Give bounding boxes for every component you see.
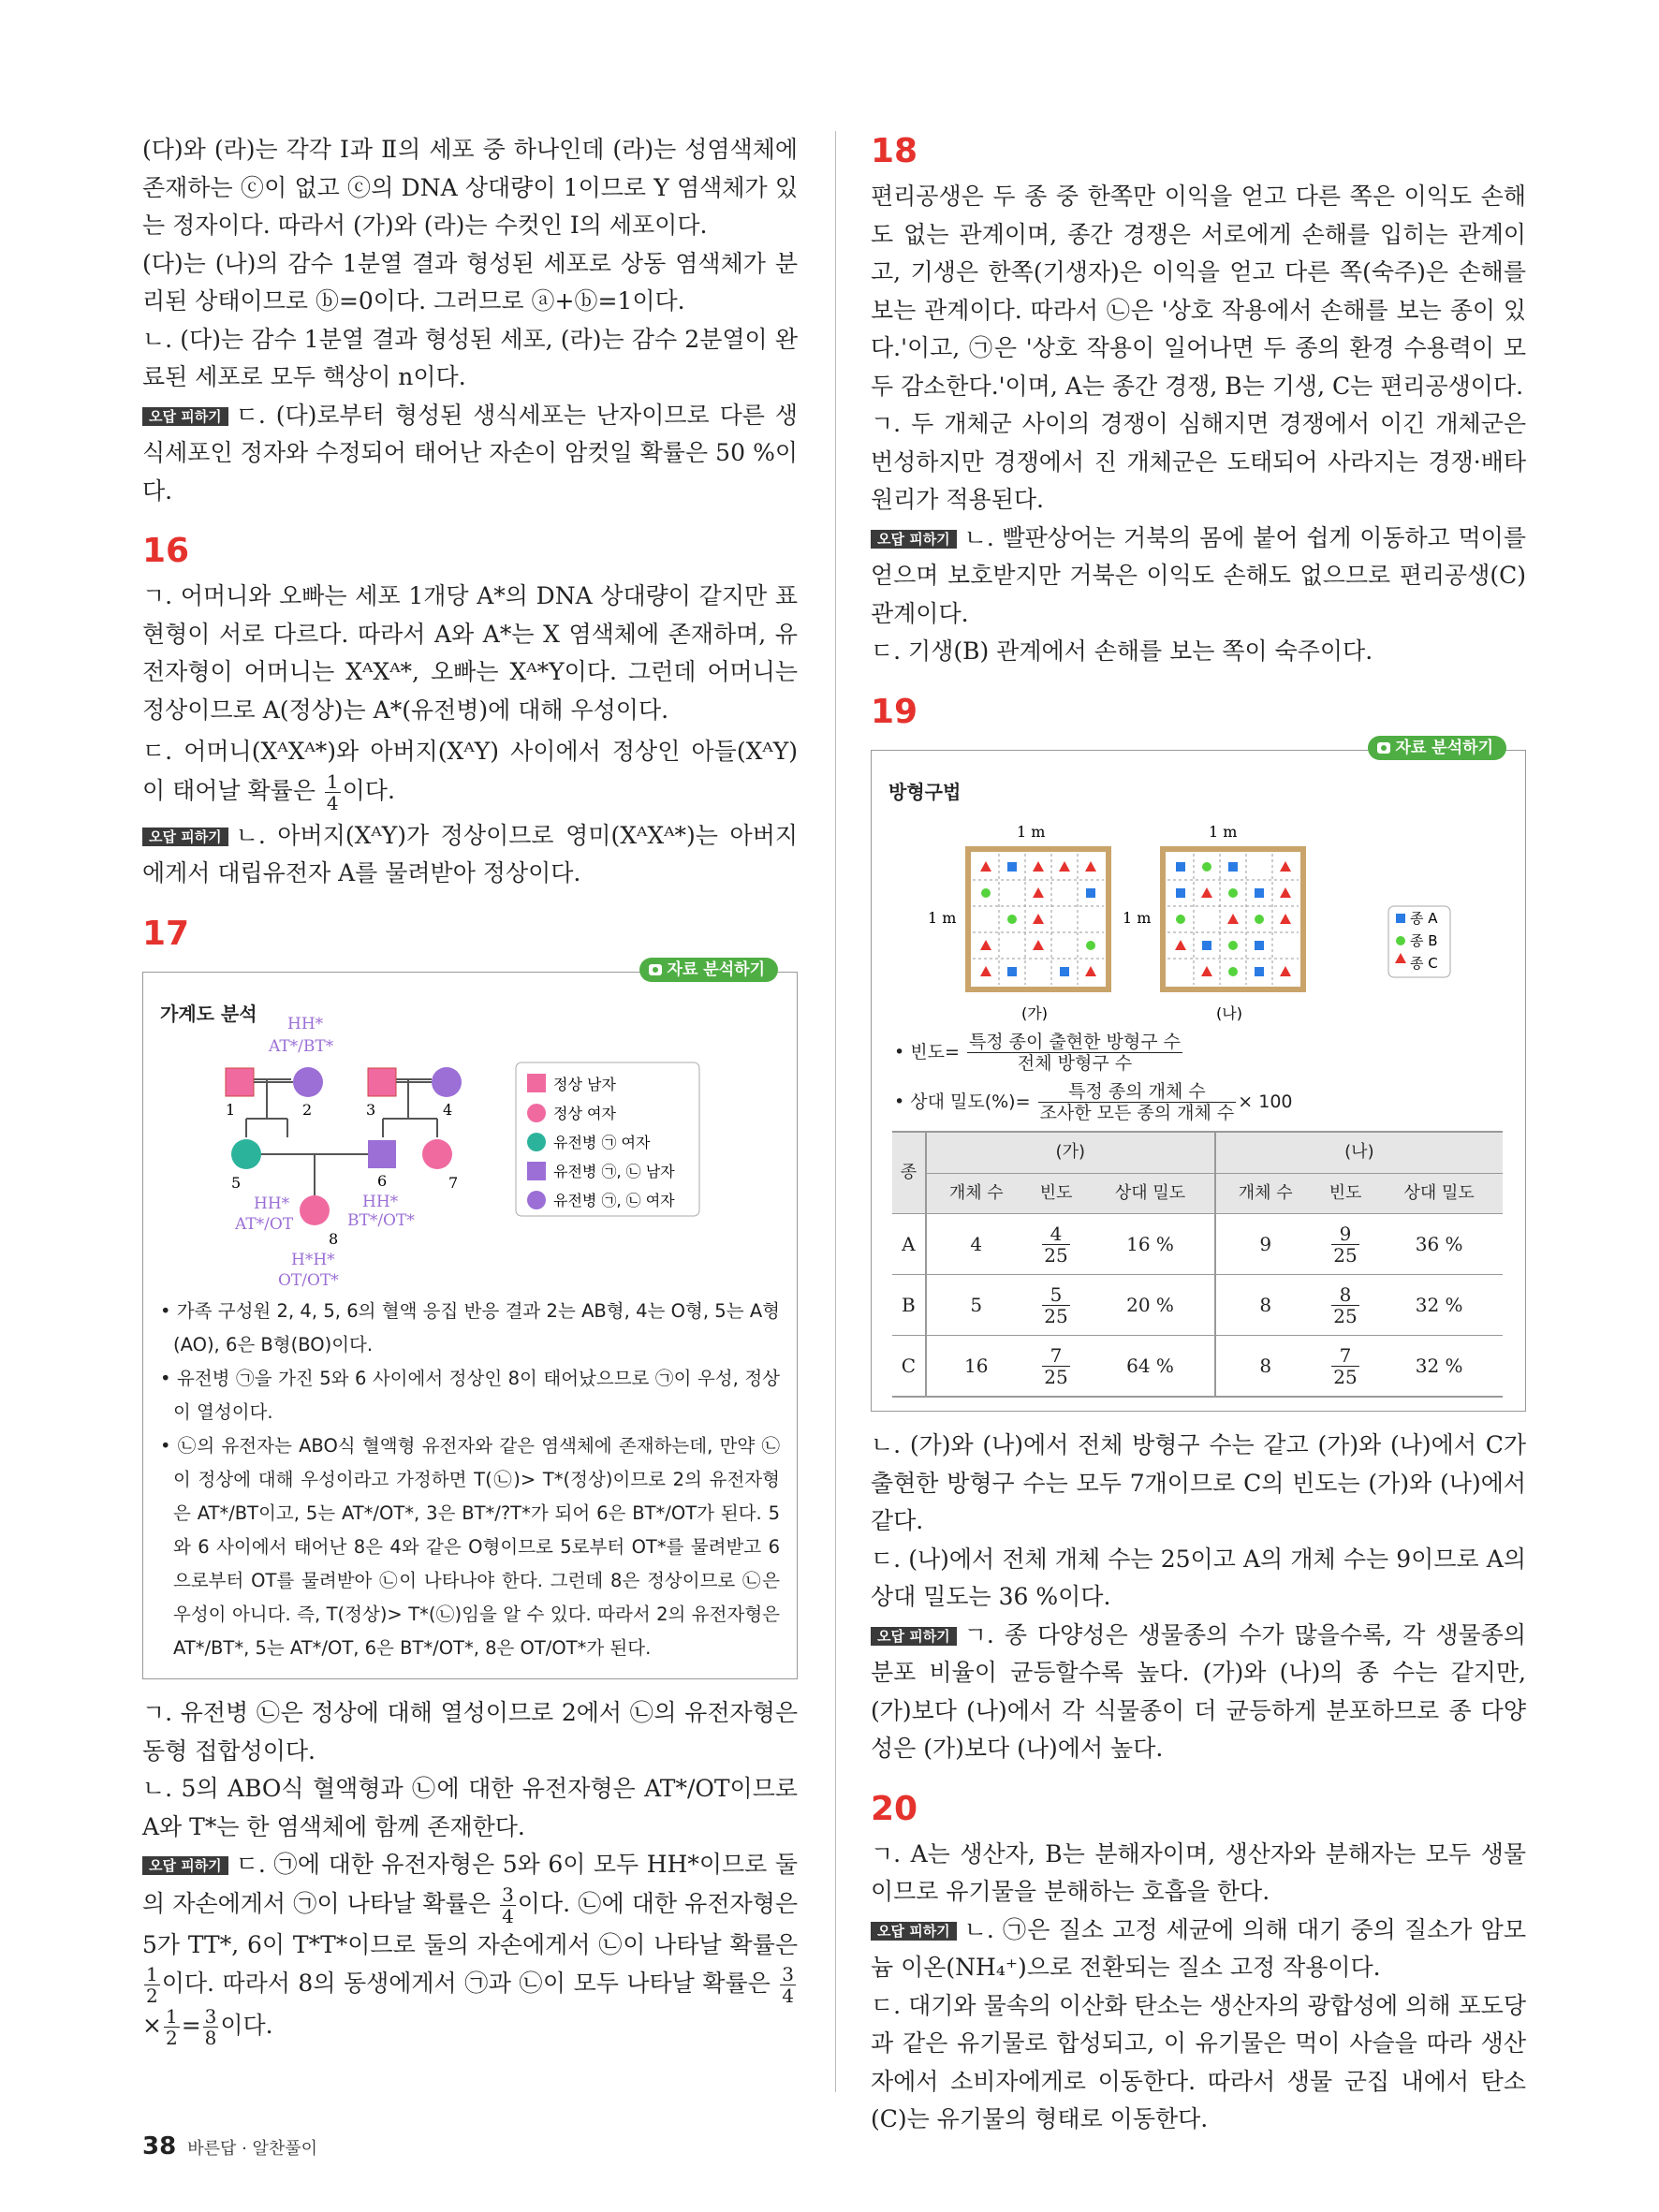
species-b-icon <box>1396 936 1405 945</box>
species-a-mark <box>1060 967 1069 976</box>
table-header: 종 <box>892 1132 926 1214</box>
species-c-mark <box>1280 966 1291 976</box>
paragraph: ㄴ. (가)와 (나)에서 전체 방형구 수는 같고 (가)와 (나)에서 C가 출현한 방형구 수는 모두 7개이므로 C의 빈도는 (가)와 (나)에서 같다. <box>871 1431 1526 1534</box>
legend-label: 유전병 ㉠ 여자 <box>553 1134 651 1151</box>
paragraph: ㄷ. 어머니(XᴬXᴬ*)와 아버지(XᴬY) 사이에서 정상인 아들(XᴬY)이 태어날 확률은 $\frac{1}{4}$ 이다. <box>142 738 798 814</box>
species-c-mark <box>980 861 991 872</box>
species-c-mark <box>1033 887 1044 898</box>
legend-normal-male-icon <box>527 1074 546 1092</box>
fraction: $\frac{3}{4}$ <box>782 1963 794 2007</box>
pedigree-chart <box>160 1014 778 1295</box>
wrong-answer-tag: 오답 피하기 <box>871 1627 957 1646</box>
paragraph: ㄱ. A는 생산자, B는 분해자이며, 생산자와 분해자는 모두 생물이므로 유기물을 분해하는 호흡을 한다. <box>871 1839 1526 1905</box>
species-b-mark <box>1228 967 1238 976</box>
fraction: $\frac{3}{8}$ <box>204 2005 217 2049</box>
species-a-mark <box>1176 888 1185 898</box>
species-a-mark <box>1007 967 1017 976</box>
box-title: 가계도 분석 <box>160 1002 257 1025</box>
species-a-mark <box>1228 862 1238 872</box>
species-legend-label: 종 C <box>1410 955 1438 972</box>
density-formula: • 상대 밀도(%)= $\frac{\text{특정 종의 개체 수}}{\text{조사한 모든 종의 개체 수}}$ × 100 <box>894 1081 1293 1123</box>
box-note: • 가족 구성원 2, 4, 5, 6의 혈액 응집 반응 결과 2는 AB형, 4는 O형, 5는 A형(AO), 6은 B형(BO)이다. <box>160 1295 780 1362</box>
legend-affected12-male-icon <box>527 1162 546 1180</box>
data-analysis-badge: 자료 분석하기 <box>639 958 778 982</box>
question-number-16: 16 <box>142 532 190 570</box>
species-c-mark <box>1085 966 1096 976</box>
quadrat-grid-ga <box>968 849 1108 989</box>
species-c-mark <box>1280 914 1291 924</box>
person-number: 1 <box>226 1101 236 1119</box>
species-c-mark <box>980 966 991 976</box>
paragraph: (다)와 (라)는 각각 Ⅰ과 Ⅱ의 세포 중 하나인데 (라)는 성염색체에 존재하는 ⓒ이 없고 ⓒ의 DNA 상대량이 1이므로 Y 염색체가 있는 정자이다. 따라서 (가)와 (라)는 수컷인 Ⅰ의 세포이다. <box>142 136 798 239</box>
fraction: $\frac{3}{4}$ <box>502 1882 514 1927</box>
table-row: C 16 $\frac{7}{25}$ 64 % 8 $\frac{7}{25}$ 32 % <box>892 1336 1503 1398</box>
table-header: 빈도 <box>1026 1173 1087 1214</box>
species-c-mark <box>1201 887 1212 898</box>
paragraph: 오답 피하기 ㄴ. ㉠은 질소 고정 세균에 의해 대기 중의 질소가 암모늄 이온(NH₄⁺)으로 전환되는 질소 고정 작용이다. <box>871 1915 1526 1981</box>
paragraph: ㄷ. 대기와 물속의 이산화 탄소는 생산자의 광합성에 의해 포도당과 같은 유기물로 합성되고, 이 유기물은 먹이 사슬을 따라 생산자에서 소비자에게로 이동한다. 따라서 생물 군집 내에서 탄소(C)는 유기물의 형태로 이동한다. <box>871 1991 1526 2132</box>
paragraph: 오답 피하기 ㄴ. 아버지(XᴬY)가 정상이므로 영미(XᴬXᴬ*)는 아버지에게서 대립유전자 A를 물려받아 정상이다. <box>142 821 798 886</box>
dimension-label: 1 m <box>928 909 957 927</box>
species-b-mark <box>1202 862 1211 872</box>
fraction: $\frac{1}{2}$ <box>165 2005 178 2049</box>
camera-icon <box>649 964 662 975</box>
species-b-mark <box>1255 915 1264 924</box>
dimension-label: 1 m <box>1209 823 1238 841</box>
species-b-mark <box>1086 941 1095 950</box>
species-a-mark <box>1086 888 1095 898</box>
species-a-mark <box>1202 941 1211 950</box>
species-a-mark <box>1255 888 1264 898</box>
person-number: 3 <box>366 1101 376 1119</box>
paragraph: ㄱ. 유전병 ㉡은 정상에 대해 열성이므로 2에서 ㉡의 유전자형은 동형 접합성이다. <box>142 1699 798 1765</box>
quadrat-data-table <box>892 1131 1503 1398</box>
person-4-affected-female <box>432 1067 462 1097</box>
wrong-answer-tag: 오답 피하기 <box>142 407 228 426</box>
species-c-mark <box>1085 861 1096 872</box>
species-a-mark <box>1255 967 1264 976</box>
species-c-mark <box>1280 887 1291 898</box>
paragraph: ㄴ. (다)는 감수 1분열 결과 형성된 세포, (라)는 감수 2분열이 완료된 세포로 모두 핵상이 n이다. <box>142 325 798 390</box>
paragraph: (다)는 (나)의 감수 1분열 결과 형성된 세포로 상동 염색체가 분리된 상태이므로 ⓑ=0이다. 그러므로 ⓐ+ⓑ=1이다. <box>142 249 798 315</box>
legend-label: 정상 여자 <box>553 1105 616 1122</box>
person-3-normal-male <box>368 1068 396 1096</box>
species-legend-label: 종 B <box>1410 932 1438 949</box>
person-number: 4 <box>443 1101 453 1119</box>
quadrat-label-na: (나) <box>1216 1004 1242 1022</box>
species-b-mark <box>1228 941 1238 950</box>
column-divider <box>835 131 836 2092</box>
person-number: 2 <box>302 1101 313 1119</box>
camera-icon <box>1377 742 1390 754</box>
person-6-affected-male <box>368 1140 396 1168</box>
page-footer <box>142 2132 317 2161</box>
analysis-box-pedigree <box>142 960 798 1680</box>
question-number-17: 17 <box>142 914 190 953</box>
species-a-mark <box>1176 862 1185 872</box>
table-row: A 4 $\frac{4}{25}$ 16 % 9 $\frac{9}{25}$ 36 % <box>892 1214 1503 1275</box>
right-column <box>871 131 1526 2139</box>
genotype-label: HH* <box>254 1194 290 1213</box>
table-header: 개체 수 <box>1215 1173 1315 1214</box>
person-number: 7 <box>448 1174 459 1192</box>
person-8-normal-female <box>300 1195 330 1225</box>
wrong-answer-tag: 오답 피하기 <box>871 1922 957 1941</box>
legend-label: 유전병 ㉠, ㉡ 여자 <box>553 1192 675 1209</box>
paragraph: 오답 피하기 ㄱ. 종 다양성은 생물종의 수가 많을수록, 각 생물종의 분포 비율이 균등할수록 높다. (가)와 (나)의 종 수는 같지만, (가)보다 (나)에서 각 식물종이 더 균등하게 분포하므로 종 다양성은 (가)보다 (나)에서 높다. <box>871 1620 1526 1762</box>
genotype-label: BT*/OT* <box>347 1211 415 1230</box>
paragraph: 오답 피하기 ㄷ. ㉠에 대한 유전자형은 5와 6이 모두 HH*이므로 둘의 자손에게서 ㉠이 나타날 확률은 $\frac{3}{4}$ 이다. ㉡에 대한 유전자형은 5가 TT*, 6이 T*T*이므로 둘의 자손에게서 ㉡이 나타날 확률은 $\frac{1}{2}$ 이다. 따라서 8의 동생에게서 ㉠과 ㉡이 모두 나타날 확률은 $\frac{3}{4}$ × $\frac{1}{2}$ = $\frac{3}{8}$ 이다. <box>142 1851 798 2049</box>
wrong-answer-tag: 오답 피하기 <box>142 828 228 846</box>
species-c-mark <box>1033 914 1044 924</box>
species-a-mark <box>1007 862 1017 872</box>
paragraph: ㄷ. 기생(B) 관계에서 손해를 보는 쪽이 숙주이다. <box>871 637 1373 665</box>
quadrat-diagram <box>872 811 1523 1026</box>
wrong-answer-tag: 오답 피하기 <box>871 530 957 549</box>
paragraph: ㄱ. 두 개체군 사이의 경쟁이 심해지면 경쟁에서 이긴 개체군은 번성하지만 경쟁에서 진 개체군은 도태되어 사라지는 경쟁·배타 원리가 적용된다. <box>871 410 1526 513</box>
person-2-affected-female <box>293 1067 323 1097</box>
table-header: 상대 밀도 <box>1375 1173 1503 1214</box>
person-7-normal-female <box>422 1139 452 1169</box>
genotype-label: HH* <box>362 1193 399 1211</box>
box-note: • 유전병 ㉠을 가진 5와 6 사이에서 정상인 8이 태어났으므로 ㉠이 우성, 정상이 열성이다. <box>160 1362 780 1429</box>
quadrat-grid-na <box>1163 849 1303 989</box>
page-number: 38 <box>142 2132 177 2161</box>
species-c-mark <box>1201 966 1212 976</box>
table-header: (나) <box>1215 1132 1503 1173</box>
species-c-mark <box>980 940 991 950</box>
question-number-20: 20 <box>871 1789 918 1828</box>
data-analysis-badge: 자료 분석하기 <box>1368 736 1506 760</box>
dimension-label: 1 m <box>1123 909 1152 927</box>
genotype-label: H*H* <box>291 1251 335 1269</box>
wrong-answer-tag: 오답 피하기 <box>142 1856 228 1875</box>
legend-affected12-female-icon <box>527 1191 546 1209</box>
paragraph: ㄴ. 5의 ABO식 혈액형과 ㉡에 대한 유전자형은 AT*/OT이므로 A와 T*는 한 염색체에 함께 존재한다. <box>142 1775 798 1840</box>
paragraph: 오답 피하기 ㄷ. (다)로부터 형성된 생식세포는 난자이므로 다른 생식세포인 정자와 수정되어 태어난 자손이 암컷일 확률은 50 %이다. <box>142 401 798 505</box>
genotype-label: OT/OT* <box>278 1271 339 1290</box>
species-legend-label: 종 A <box>1410 910 1438 927</box>
left-column <box>142 131 798 2048</box>
person-number: 5 <box>231 1174 242 1192</box>
table-row: B 5 $\frac{5}{25}$ 20 % 8 $\frac{8}{25}$ 32 % <box>892 1275 1503 1336</box>
table-header: 빈도 <box>1315 1173 1376 1214</box>
legend-label: 유전병 ㉠, ㉡ 남자 <box>553 1163 675 1180</box>
paragraph: ㄷ. (나)에서 전체 개체 수는 25이고 A의 개체 수는 9이므로 A의 상대 밀도는 36 %이다. <box>871 1545 1526 1610</box>
genotype-label: AT*/BT* <box>269 1037 334 1056</box>
box-note: • ㉡의 유전자는 ABO식 혈액형 유전자와 같은 염색체에 존재하는데, 만약 ㉡이 정상에 대해 우성이라고 가정하면 T(㉡)> T*(정상)이므로 2의 유전자형은 AT*/BT이고, 5는 AT*/OT*, 3은 BT*/?T*가 되어 6은 BT*/OT가 된다. 5와 6 사이에서 태어난 8은 4와 같은 O형이므로 5로부터 OT*를 물려받고 6으로부터 OT를 물려받아 ㉡이 나타나야 한다. 그런데 8은 정상이므로 ㉡은 우성이 아니다. 즉, T(정상)> T*(㉡)임을 알 수 있다. 따라서 2의 유전자형은 AT*/BT*, 5는 AT*/OT, 6은 BT*/OT*, 8은 OT/OT*가 된다. <box>160 1429 780 1665</box>
species-c-mark <box>1227 914 1239 924</box>
table-header: 개체 수 <box>926 1173 1026 1214</box>
table-header: (가) <box>926 1132 1215 1173</box>
question-number-19: 19 <box>871 692 918 731</box>
table-header: 상대 밀도 <box>1086 1173 1214 1214</box>
species-a-icon <box>1396 914 1405 923</box>
species-a-mark <box>1255 941 1264 950</box>
legend-label: 정상 남자 <box>553 1076 616 1093</box>
frequency-formula: • 빈도= $\frac{\text{특정 종이 출현한 방형구 수}}{\text{전체 방형구 수}}$ <box>894 1032 1181 1074</box>
person-5-affected-female <box>231 1139 261 1169</box>
genotype-label: AT*/OT <box>235 1215 294 1234</box>
legend-normal-female-icon <box>527 1104 546 1122</box>
genotype-label: HH* <box>287 1015 324 1033</box>
species-b-mark <box>1007 915 1017 924</box>
species-c-mark <box>1033 940 1044 950</box>
person-1-normal-male <box>226 1068 254 1096</box>
fraction: $\frac{1}{2}$ <box>146 1963 158 2007</box>
question-number-18: 18 <box>871 132 918 170</box>
box-title: 방형구법 <box>888 780 962 803</box>
quadrat-label-ga: (가) <box>1021 1004 1048 1022</box>
species-b-mark <box>981 888 991 898</box>
species-c-mark <box>1175 940 1186 950</box>
book-title: 바른답 · 알찬풀이 <box>187 2139 318 2159</box>
paragraph: 오답 피하기 ㄴ. 빨판상어는 거북의 몸에 붙어 쉽게 이동하고 먹이를 얻으며 보호받지만 거북은 이익도 손해도 없으므로 편리공생(C) 관계이다. <box>871 523 1526 627</box>
legend-affected1-female-icon <box>527 1133 546 1151</box>
species-c-mark <box>1033 861 1044 872</box>
species-b-mark <box>1176 915 1185 924</box>
analysis-box-quadrat <box>871 738 1526 1413</box>
species-c-mark <box>1280 861 1291 872</box>
paragraph: ㄱ. 어머니와 오빠는 세포 1개당 A*의 DNA 상대량이 같지만 표현형이 서로 다르다. 따라서 A와 A*는 X 염색체에 존재하며, 유전자형이 어머니는 XᴬXᴬ*, 오빠는 Xᴬ*Y이다. 그런데 어머니는 정상이므로 A(정상)는 A*(유전병)에 대해 우성이다. <box>142 582 798 724</box>
paragraph: 편리공생은 두 종 중 한쪽만 이익을 얻고 다른 쪽은 이익도 손해도 없는 관계이며, 종간 경쟁은 서로에게 손해를 입히는 관계이고, 기생은 한쪽(기생자)은 이익을 얻고 다른 쪽(숙주)은 손해를 보는 관계이다. 따라서 ㉡은 '상호 작용에서 손해를 보는 종이 있다.'이고, ㉠은 '상호 작용이 일어나면 두 종의 환경 수용력이 모두 감소한다.'이며, A는 종간 경쟁, B는 기생, C는 편리공생이다. <box>871 183 1526 400</box>
species-b-mark <box>1228 888 1238 898</box>
dimension-label: 1 m <box>1017 823 1046 841</box>
person-number: 6 <box>377 1172 388 1190</box>
person-number: 8 <box>329 1230 339 1248</box>
species-c-mark <box>1059 861 1070 872</box>
fraction: $\frac{1}{4}$ <box>326 769 339 814</box>
